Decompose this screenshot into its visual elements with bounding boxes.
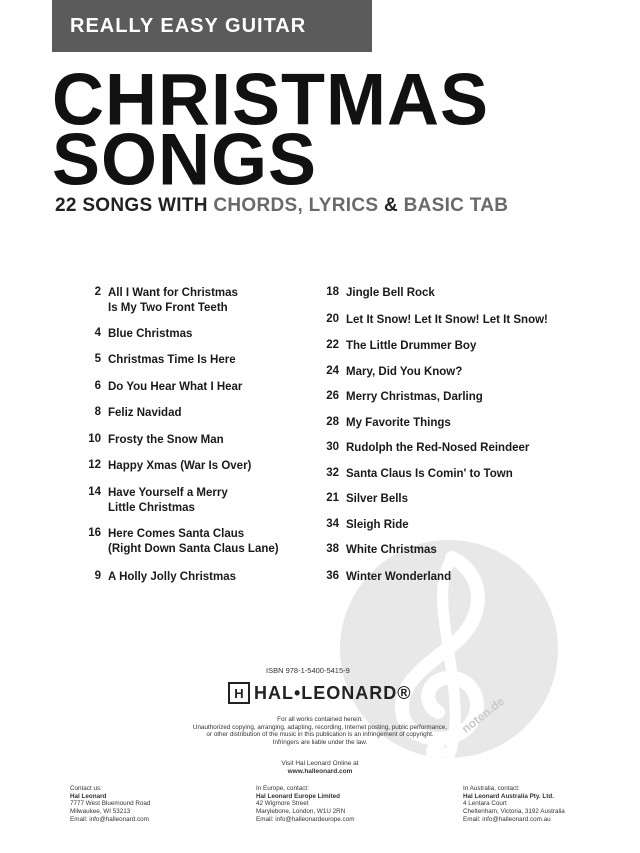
- toc-page-number: 38: [326, 543, 339, 555]
- title-line-2: SONGS: [52, 119, 318, 201]
- toc-page-number: 4: [94, 327, 101, 339]
- toc-page-number: 9: [94, 570, 101, 582]
- toc-song-title: Silver Bells: [346, 493, 409, 505]
- publisher-logo-text: HAL•LEONARD®: [254, 682, 412, 703]
- toc-song-title: Sleigh Ride: [346, 519, 409, 531]
- toc-song-title: Santa Claus Is Comin' to Town: [346, 468, 513, 480]
- visit-online: [150, 760, 490, 776]
- contact-address-1: 42 Wigmore Street: [256, 800, 309, 808]
- toc-song-title: Jingle Bell Rock: [346, 287, 435, 299]
- toc-entry: [80, 433, 224, 448]
- legal-line: Unauthorized copying, arranging, adapting, recording, Internet posting, public performance,: [192, 723, 448, 731]
- toc-page-number: 22: [326, 339, 339, 351]
- toc-entry: [318, 365, 462, 380]
- toc-page-number: 30: [326, 441, 339, 453]
- contact-us-block: [70, 785, 150, 824]
- contact-address-1: 7777 West Bluemound Road: [70, 800, 151, 808]
- toc-entry: [318, 467, 513, 482]
- contact-email: Email: info@halleonardeurope.com: [256, 815, 355, 823]
- legal-line: For all works contained herein:: [277, 716, 363, 723]
- contact-address-1: 4 Lentara Court: [463, 800, 507, 808]
- toc-page-number: 10: [88, 433, 101, 445]
- contact-label: In Australia, contact:: [463, 785, 520, 792]
- toc-entry: [318, 416, 451, 431]
- toc-page-number: 18: [326, 286, 339, 298]
- toc-entry: [80, 327, 192, 342]
- toc-song-title: The Little Drummer Boy: [346, 340, 477, 352]
- isbn: ISBN 978-1-5400-5415-9: [266, 666, 350, 675]
- toc-entry: [318, 492, 408, 507]
- toc-song-title: Christmas Time Is Here: [108, 354, 236, 366]
- series-label: REALLY EASY GUITAR: [70, 14, 307, 37]
- contact-address-2: Milwaukee, WI 53213: [70, 808, 131, 816]
- toc-page-number: 36: [326, 570, 339, 582]
- toc-page-number: 12: [88, 459, 101, 471]
- contact-label: In Europe, contact:: [256, 785, 309, 792]
- toc-song-title: Frosty the Snow Man: [108, 434, 224, 446]
- toc-song-title: Rudolph the Red-Nosed Reindeer: [346, 442, 530, 454]
- subtitle-part-4: BASIC TAB: [403, 195, 509, 216]
- title-line-1: CHRISTMAS: [52, 59, 489, 141]
- toc-entry: [80, 527, 279, 557]
- contact-address-2: Marylebone, London, W1U 2RN: [256, 808, 346, 816]
- subtitle-part-2: CHORDS, LYRICS: [213, 195, 379, 216]
- toc-entry: [80, 406, 182, 421]
- toc-page-number: 2: [94, 286, 101, 298]
- toc-page-number: 14: [88, 486, 101, 498]
- toc-page-number: 5: [94, 353, 101, 365]
- toc-entry: [318, 339, 476, 354]
- toc-entry: [80, 459, 251, 474]
- toc-song-title: All I Want for Christmas Is My Two Front Teeth: [108, 287, 238, 314]
- contact-name: Hal Leonard Europe Limited: [256, 792, 340, 800]
- toc-entry: [318, 313, 548, 328]
- toc-page-number: 32: [326, 467, 339, 479]
- contact-email: Email: info@halleonard.com.au: [463, 815, 551, 823]
- visit-label: Visit Hal Leonard Online at: [281, 760, 359, 767]
- toc-song-title: White Christmas: [346, 544, 437, 556]
- legal-line: Infringers are liable under the law.: [272, 738, 368, 746]
- toc-song-title: Here Comes Santa Claus (Right Down Santa Claus Lane): [108, 528, 279, 555]
- toc-page-number: 21: [326, 492, 339, 504]
- contact-label: Contact us:: [70, 785, 102, 792]
- toc-song-title: Do You Hear What I Hear: [108, 381, 243, 393]
- website-link[interactable]: www.halleonard.com: [287, 768, 353, 775]
- toc-page-number: 8: [94, 406, 101, 418]
- series-banner: [52, 0, 372, 52]
- toc-song-title: Have Yourself a Merry Little Christmas: [108, 487, 228, 514]
- contact-email: Email: info@halleonard.com: [70, 815, 149, 823]
- toc-song-title: Winter Wonderland: [346, 571, 452, 583]
- toc-page-number: 28: [326, 416, 339, 428]
- toc-song-title: Blue Christmas: [108, 328, 193, 340]
- toc-entry: [318, 390, 483, 405]
- toc-entry: [318, 570, 451, 585]
- toc-page-number: 16: [88, 527, 101, 539]
- watermark-text: noten.de: [458, 694, 508, 736]
- toc-entry: [80, 353, 236, 368]
- contact-name: Hal Leonard Australia Pty. Ltd.: [463, 792, 554, 800]
- toc-song-title: Mary, Did You Know?: [346, 366, 463, 378]
- toc-entry: [318, 441, 529, 456]
- toc-page-number: 34: [326, 518, 339, 530]
- toc-song-title: Feliz Navidad: [108, 407, 182, 419]
- subtitle-part-1: 22 SONGS WITH: [55, 195, 214, 216]
- toc-page-number: 20: [326, 313, 339, 325]
- toc-song-title: Let It Snow! Let It Snow! Let It Snow!: [346, 314, 548, 326]
- contact-name: Hal Leonard: [70, 792, 107, 800]
- toc-entry: [318, 518, 409, 533]
- toc-song-title: My Favorite Things: [346, 417, 451, 429]
- toc-song-title: Merry Christmas, Darling: [346, 391, 483, 403]
- hal-leonard-logo-icon: H: [228, 682, 250, 704]
- toc-entry: [80, 286, 238, 316]
- contact-australia-block: [463, 785, 565, 824]
- subtitle: [55, 195, 508, 217]
- contact-europe-block: [256, 785, 354, 824]
- toc-page-number: 6: [94, 380, 101, 392]
- toc-page-number: 26: [326, 390, 339, 402]
- toc-entry: [318, 286, 435, 301]
- legal-notice: [150, 716, 490, 746]
- toc-entry: [80, 486, 228, 516]
- contact-address-2: Cheltenham, Victoria, 3192 Australia: [463, 808, 565, 816]
- toc-page-number: 24: [326, 365, 339, 377]
- toc-song-title: A Holly Jolly Christmas: [108, 571, 237, 583]
- toc-entry: [80, 380, 242, 395]
- toc-entry: [80, 570, 236, 585]
- publisher-logo: [228, 682, 412, 704]
- toc-song-title: Happy Xmas (War Is Over): [108, 460, 252, 472]
- legal-line: or other distribution of the music in this publication is an infringement of copyright.: [206, 731, 434, 739]
- subtitle-part-3: &: [378, 195, 404, 216]
- toc-entry: [318, 543, 437, 558]
